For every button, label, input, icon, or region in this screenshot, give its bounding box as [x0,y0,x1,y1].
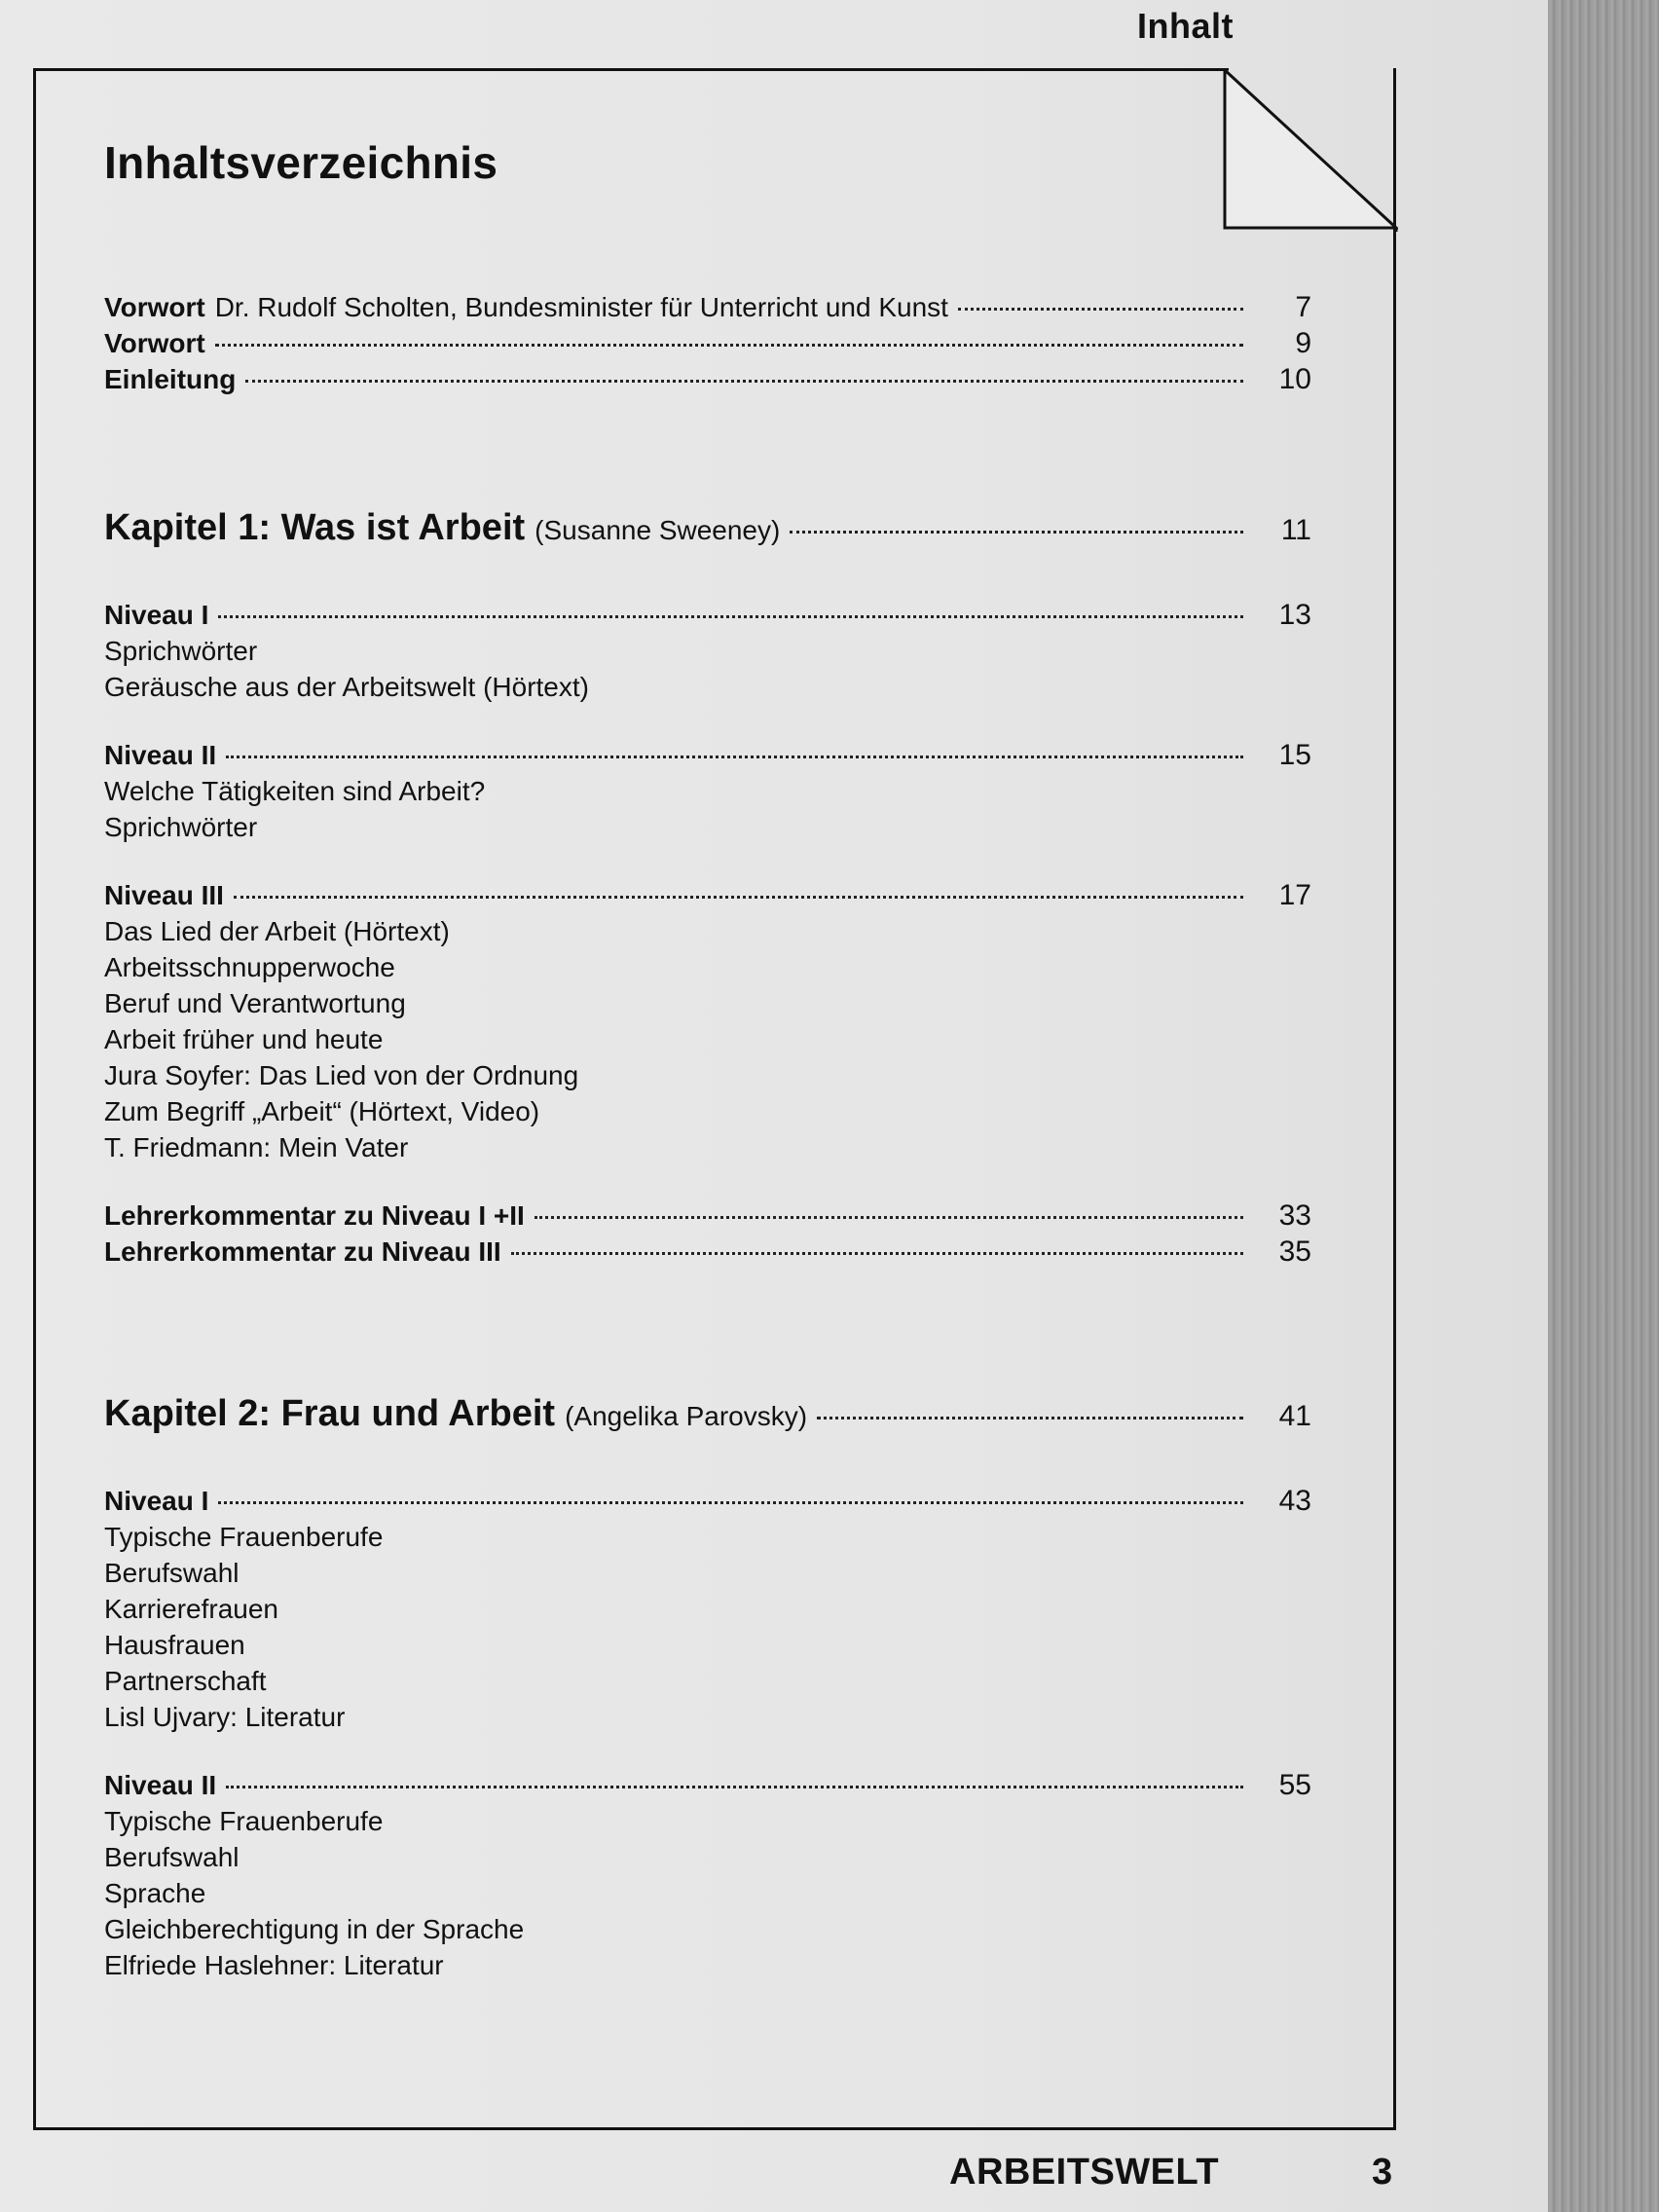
list-item: Partnerschaft [104,1666,267,1696]
chapter-2 [104,1389,1311,1983]
list-item: Zum Begriff „Arbeit“ (Hörtext, Video) [104,1096,540,1126]
list-item: Berufswahl [104,1558,240,1588]
list-item: Sprichwörter [104,636,258,666]
list-item: Arbeit früher und heute [104,1024,384,1054]
list-item: Arbeitsschnupperwoche [104,952,395,982]
footer-page-number: 3 [1372,2152,1393,2193]
chapter-author: (Angelika Parovsky) [565,1401,808,1431]
list-item: Das Lied der Arbeit (Hörtext) [104,916,450,946]
entry-label: Vorwort [104,328,205,358]
list-item: Jura Soyfer: Das Lied von der Ordnung [104,1060,579,1090]
level-heading[interactable] [104,1483,1311,1519]
list-item: Lisl Ujvary: Literatur [104,1702,346,1732]
leader-dots [215,344,1243,347]
list-item: Berufswahl [104,1842,240,1872]
list-item: Beruf und Verantwortung [104,988,406,1018]
page-number: 55 [1278,1769,1311,1801]
leader-dots [245,380,1243,383]
list-item: Typische Frauenberufe [104,1522,384,1552]
list-item: Sprichwörter [104,812,258,842]
leader-dots [218,615,1243,618]
chapter-title: Kapitel 2: Frau und Arbeit [104,1393,556,1434]
page-number: 9 [1295,327,1311,359]
page-number: 43 [1278,1485,1311,1517]
list-item: Typische Frauenberufe [104,1806,384,1836]
list-item: Welche Tätigkeiten sind Arbeit? [104,776,486,806]
page-number: 33 [1278,1199,1311,1232]
level-label: Niveau II [104,1770,217,1800]
page-number: 35 [1278,1235,1311,1268]
list-item: Hausfrauen [104,1630,245,1660]
page-number: 7 [1295,291,1311,323]
page-number: 17 [1278,879,1311,911]
level-label: Niveau III [104,880,224,910]
leader-dots [511,1252,1243,1255]
page-number: 41 [1278,1400,1311,1432]
page-number: 13 [1278,599,1311,631]
binding-edge [1548,0,1659,2212]
chapter-author: (Susanne Sweeney) [535,515,781,545]
level-label: Niveau II [104,740,217,770]
page-number: 10 [1278,363,1311,395]
level-label: Niveau I [104,600,209,630]
entry-label: Vorwort [104,292,205,322]
level-heading[interactable] [104,877,1311,913]
list-item: Elfriede Haslehner: Literatur [104,1950,444,1980]
chapter-heading[interactable] [104,503,1311,552]
folded-corner-icon [1223,68,1398,232]
chapter-heading[interactable] [104,1389,1311,1438]
leader-dots [790,531,1243,534]
toc-row[interactable] [104,361,1311,397]
comment-row[interactable] [104,1198,1311,1234]
entry-label: Einleitung [104,364,237,394]
list-item: Karrierefrauen [104,1594,278,1624]
list-item: Gleichberechtigung in der Sprache [104,1914,525,1944]
comment-label: Lehrerkommentar zu Niveau I +II [104,1200,525,1231]
entry-detail: Dr. Rudolf Scholten, Bundesminister für Unterricht und Kunst [214,292,948,322]
leader-dots [817,1417,1243,1419]
list-item: Sprache [104,1878,206,1908]
level-heading[interactable] [104,1767,1311,1803]
chapter-title: Kapitel 1: Was ist Arbeit [104,507,526,548]
page-number: 11 [1280,514,1311,546]
comment-row[interactable] [104,1234,1311,1270]
list-item: T. Friedmann: Mein Vater [104,1132,409,1162]
toc-row[interactable] [104,289,1311,325]
footer-book-title: ARBEITSWELT [949,2152,1220,2193]
comment-label: Lehrerkommentar zu Niveau III [104,1236,501,1267]
level-label: Niveau I [104,1486,209,1516]
front-matter [104,289,1311,397]
leader-dots [218,1501,1243,1504]
toc-row[interactable] [104,325,1311,361]
page-title: Inhaltsverzeichnis [104,137,498,188]
section-label: Inhalt [1137,6,1234,46]
leader-dots [958,308,1243,311]
level-heading[interactable] [104,597,1311,633]
leader-dots [535,1216,1243,1219]
list-item: Geräusche aus der Arbeitswelt (Hörtext) [104,672,589,702]
level-heading[interactable] [104,737,1311,773]
page-number: 15 [1278,739,1311,771]
leader-dots [226,1786,1243,1788]
leader-dots [226,756,1243,758]
leader-dots [234,896,1243,899]
chapter-1 [104,503,1311,1270]
